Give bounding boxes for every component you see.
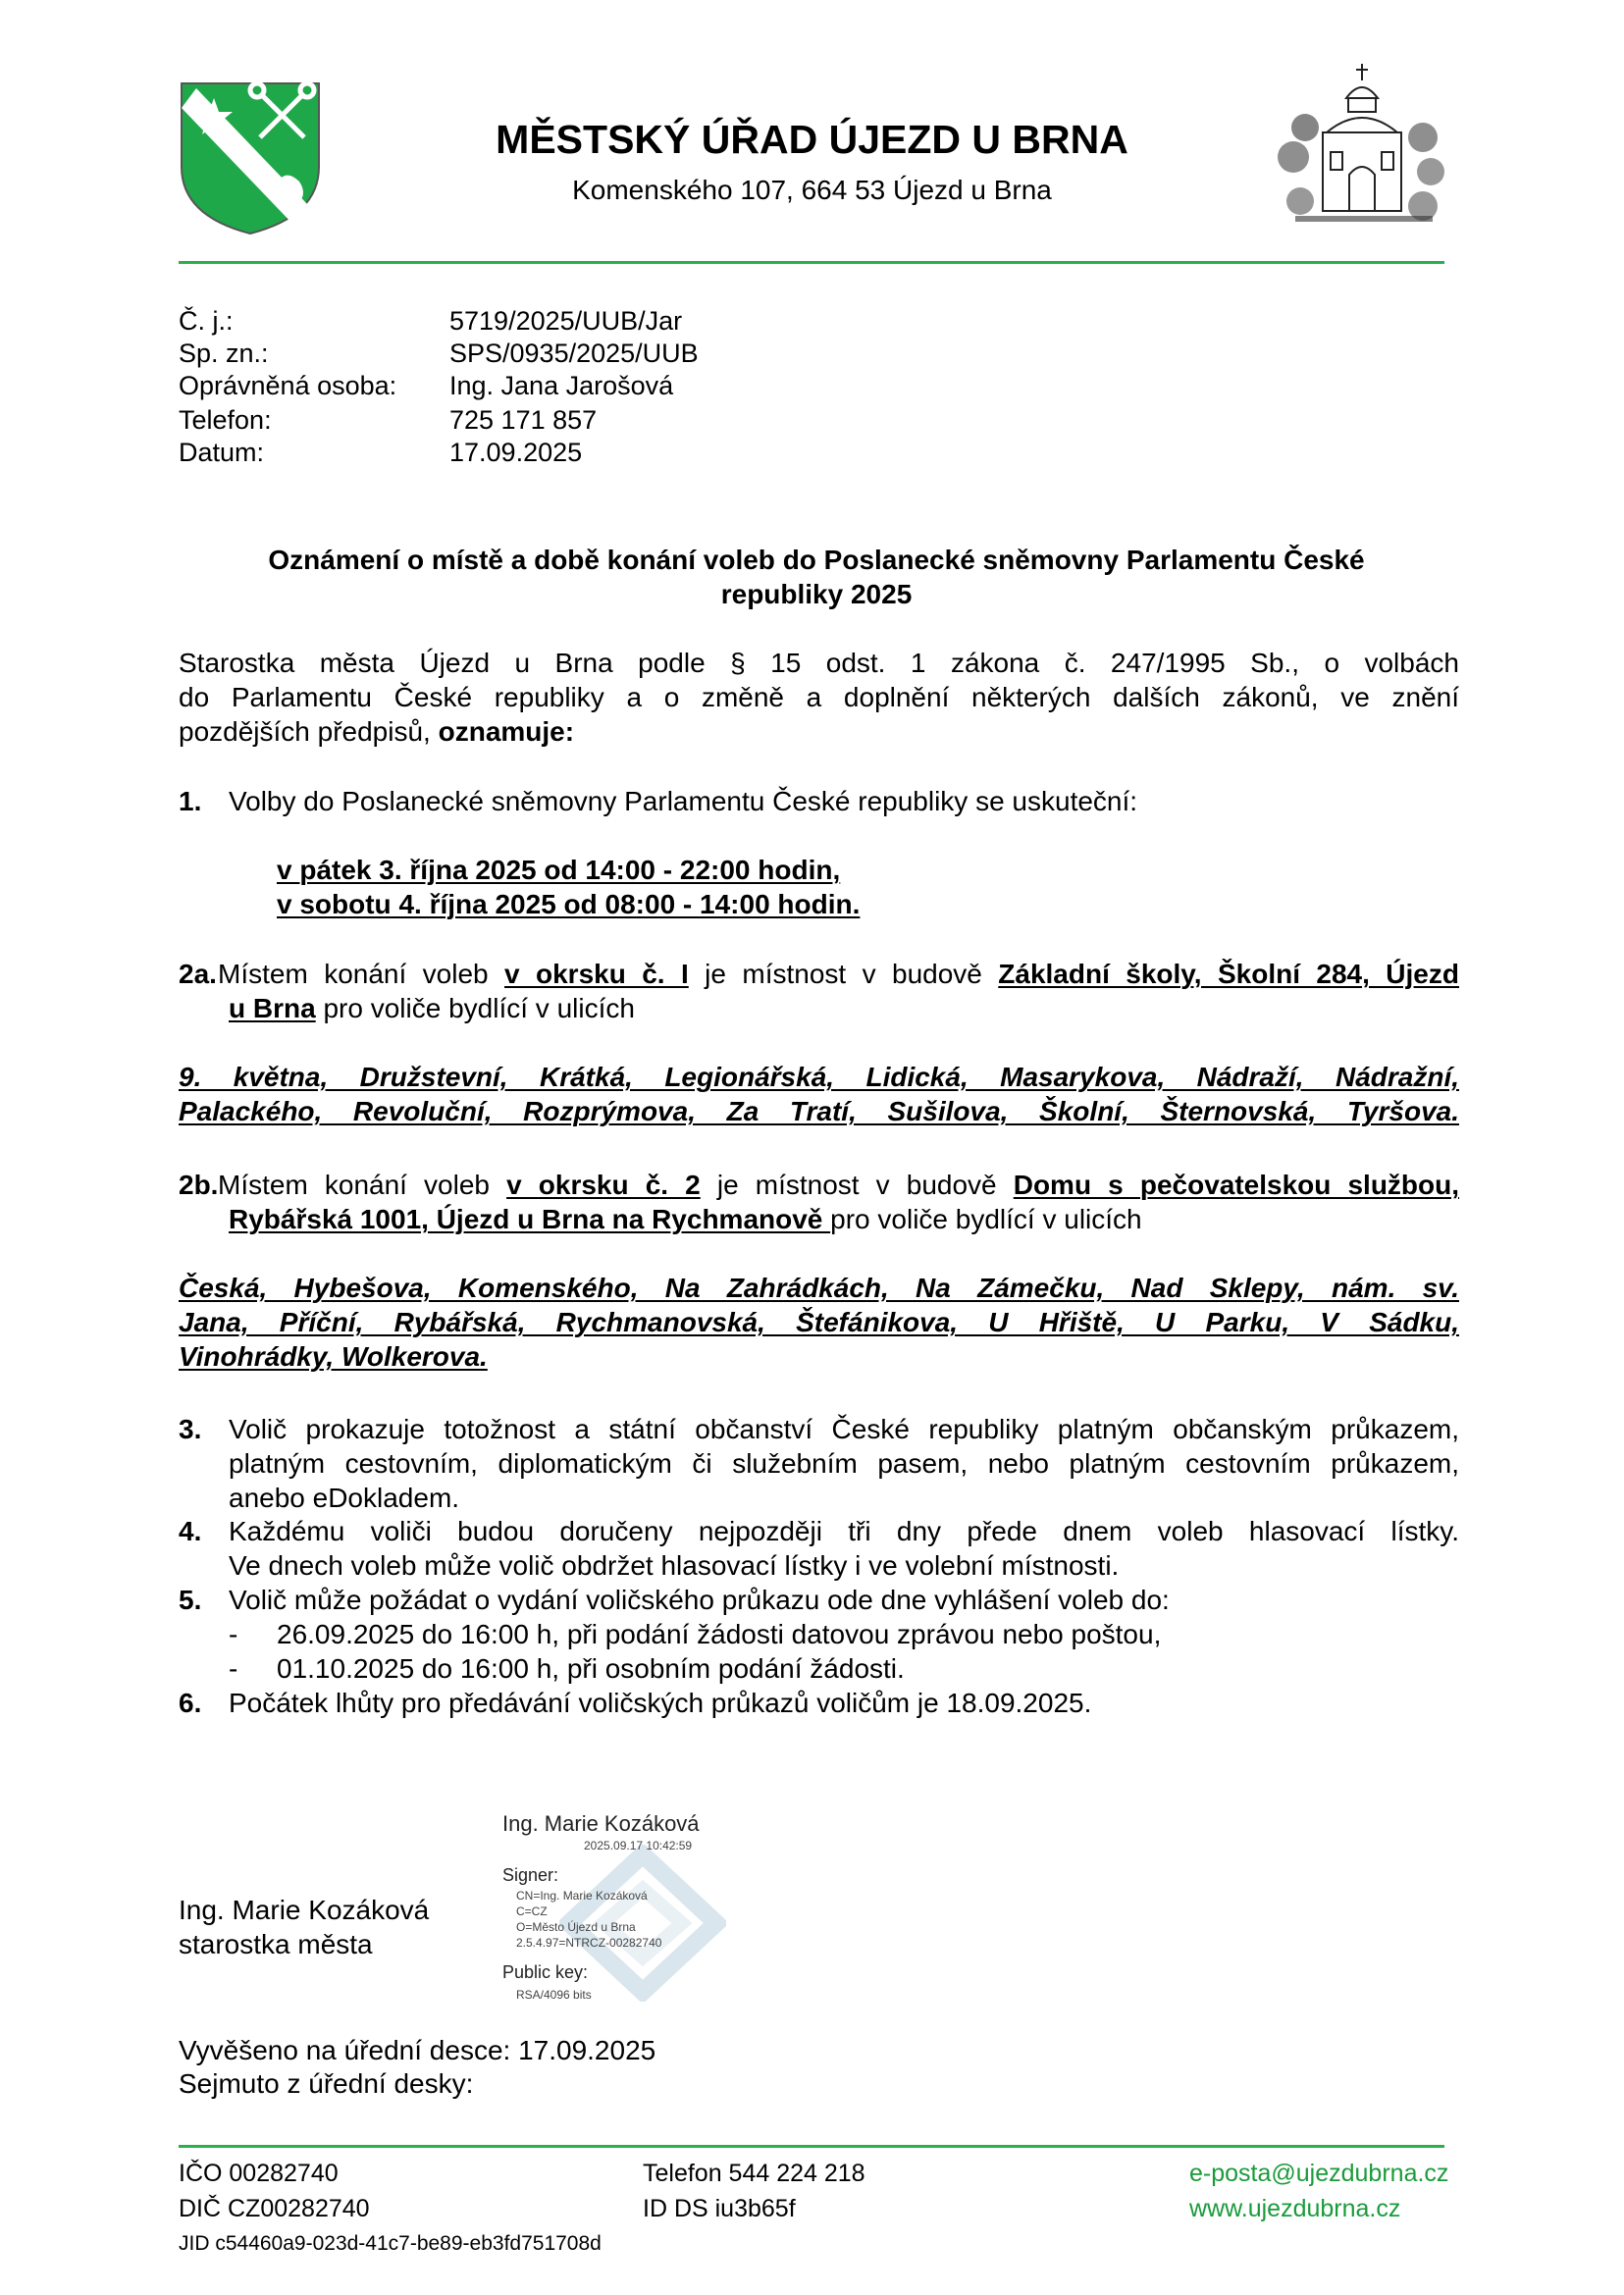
digital-signature-time: 2025.09.17 10:42:59 (584, 1839, 693, 1852)
district-2-venue: Domu s pečovatelskou službou, (1013, 1170, 1460, 1200)
text-span: Místem konání voleb (218, 1170, 507, 1200)
meta-value: 5719/2025/UUB/Jar (449, 306, 683, 336)
footer-jid: JID c54460a9-023d-41c7-be89-eb3fd751708d (179, 2232, 602, 2255)
meta-row-date (179, 437, 583, 468)
item-line: Každému voliči budou doručeny nejpozději tři dny přede dnem voleb hlasovací lístky. (229, 1516, 1459, 1546)
signatory-role: starostka města (179, 1929, 373, 1959)
street-list-line: Vinohrádky, Wolkerova. (179, 1341, 488, 1372)
posted-date: Vyvěšeno na úřední desce: 17.09.2025 (179, 2035, 656, 2065)
meta-value: Ing. Jana Jarošová (449, 371, 674, 400)
bullet-dash: - (229, 1653, 238, 1684)
item-number: 3. (179, 1414, 202, 1444)
meta-value: 17.09.2025 (449, 438, 583, 467)
footer-data-box: ID DS iu3b65f (643, 2195, 796, 2222)
item-number: 6. (179, 1688, 202, 1718)
chapel-illustration (1276, 59, 1447, 245)
meta-label: Datum: (179, 438, 265, 467)
text-span: je místnost v budově (688, 959, 999, 989)
text-span: pro voliče bydlící v ulicích (830, 1204, 1142, 1234)
district-1-label: v okrsku č. I (504, 959, 689, 989)
signer-oid: 2.5.4.97=NTRCZ-00282740 (516, 1936, 662, 1950)
item-number: 2a. (179, 959, 217, 989)
meta-label: Oprávněná osoba: (179, 371, 397, 400)
district-2-venue-cont: Rybářská 1001, Újezd u Brna na Rychmanově (229, 1204, 831, 1234)
document-title (179, 543, 1454, 611)
document-title-line: republiky 2025 (720, 579, 913, 609)
street-list-line: Palackého, Revoluční, Rozprýmova, Za Tratí, Sušilova, Školní, Šternovská, Tyršova. (179, 1096, 1459, 1126)
text-span: je místnost v budově (700, 1170, 1014, 1200)
election-dates (277, 853, 860, 921)
office-address: Komenského 107, 664 53 Újezd u Brna (572, 175, 1052, 205)
meta-label: Sp. zn.: (179, 339, 269, 368)
meta-row-file (179, 338, 699, 369)
intro-line: Starostka města Újezd u Brna podle § 15 odst. 1 zákona č. 247/1995 Sb., o volbách (179, 648, 1459, 678)
footer-email-link[interactable]: e-posta@ujezdubrna.cz (1189, 2160, 1449, 2187)
item-line: Ve dnech voleb může volič obdržet hlasovací lístky i ve volební místnosti. (229, 1550, 1120, 1581)
election-date-friday: v pátek 3. října 2025 od 14:00 - 22:00 hodin, (277, 855, 841, 885)
intro-line: do Parlamentu České republiky a o změně a doplnění některých dalších zákonů, ve znění (179, 682, 1459, 712)
text-span: Místem konání voleb (218, 959, 505, 989)
item-line: platným cestovním, diplomatickým či služebním pasem, nebo platným cestovním průkazem, (229, 1448, 1459, 1479)
item-2b-text (218, 1168, 1459, 1202)
signer-label: Signer: (502, 1865, 559, 1885)
item-6-text: Počátek lhůty pro předávání voličských průkazů voličům je 18.09.2025. (229, 1688, 1092, 1718)
item-number: 4. (179, 1516, 202, 1546)
district-2-streets (179, 1271, 1459, 1374)
item-3-text (229, 1412, 1459, 1515)
street-list-line: 9. května, Družstevní, Krátká, Legionářská, Lidická, Masarykova, Nádraží, Nádražní, (179, 1062, 1459, 1092)
footer-divider (179, 2145, 1444, 2148)
item-line: Volič prokazuje totožnost a státní občanství České republiky platným občanským průkazem, (229, 1414, 1459, 1444)
signatory-name: Ing. Marie Kozáková (179, 1895, 430, 1925)
announces-keyword: oznamuje: (438, 716, 575, 747)
document-title-line: Oznámení o místě a době konání voleb do Poslanecké sněmovny Parlamentu České (268, 545, 1365, 575)
item-5-text: Volič může požádat o vydání voličského průkazu ode dne vyhlášení voleb do: (229, 1585, 1170, 1615)
bullet-dash: - (229, 1619, 238, 1649)
intro-paragraph (179, 646, 1459, 749)
item-2a-text (218, 957, 1459, 991)
footer-dic: DIČ CZ00282740 (179, 2195, 370, 2222)
intro-line: pozdějších předpisů, (179, 716, 439, 747)
removed-date: Sejmuto z úřední desky: (179, 2068, 474, 2099)
signer-cn: CN=Ing. Marie Kozáková (516, 1889, 648, 1903)
street-list-line: Jana, Příční, Rybářská, Rychmanovská, Štefánikova, U Hřiště, U Parku, V Sádku, (179, 1307, 1459, 1337)
item-line: anebo eDokladem. (229, 1483, 460, 1513)
public-key-label: Public key: (502, 1962, 589, 1982)
meta-row-phone (179, 404, 598, 436)
footer-web-link[interactable]: www.ujezdubrna.cz (1189, 2195, 1401, 2222)
signer-org: O=Město Újezd u Brna (516, 1920, 636, 1934)
footer-ico: IČO 00282740 (179, 2160, 339, 2187)
public-key-value: RSA/4096 bits (516, 1988, 592, 2002)
item-number: 1. (179, 786, 202, 816)
item-5-bullet-1: 26.09.2025 do 16:00 h, při podání žádosti datovou zprávou nebo poštou, (277, 1619, 1162, 1649)
meta-value: SPS/0935/2025/UUB (449, 339, 699, 368)
item-1-text: Volby do Poslanecké sněmovny Parlamentu České republiky se uskuteční: (229, 786, 1138, 816)
item-2a-text-cont (229, 991, 635, 1025)
office-title: MĚSTSKÝ ÚŘAD ÚJEZD U BRNA (496, 117, 1128, 162)
meta-row-person (179, 370, 674, 401)
item-number: 2b. (179, 1170, 219, 1200)
meta-label: Telefon: (179, 405, 272, 435)
meta-row-ref (179, 305, 683, 337)
header-divider (179, 261, 1444, 264)
footer-phone: Telefon 544 224 218 (643, 2160, 865, 2187)
district-1-venue-cont: u Brna (229, 993, 316, 1023)
election-date-saturday: v sobotu 4. října 2025 od 08:00 - 14:00 hodin. (277, 889, 861, 919)
meta-label: Č. j.: (179, 306, 234, 336)
item-5-bullet-2: 01.10.2025 do 16:00 h, při osobním podání žádosti. (277, 1653, 905, 1684)
street-list-line: Česká, Hybešova, Komenského, Na Zahrádkách, Na Zámečku, Nad Sklepy, nám. sv. (179, 1273, 1459, 1303)
district-2-label: v okrsku č. 2 (506, 1170, 701, 1200)
meta-value: 725 171 857 (449, 405, 598, 435)
item-number: 5. (179, 1585, 202, 1615)
digital-signature-name: Ing. Marie Kozáková (502, 1811, 700, 1836)
signer-country: C=CZ (516, 1904, 548, 1918)
item-2b-text-cont (229, 1202, 1142, 1236)
text-span: pro voliče bydlící v ulicích (315, 993, 635, 1023)
district-1-streets (179, 1060, 1459, 1128)
item-4-text (229, 1514, 1459, 1583)
district-1-venue: Základní školy, Školní 284, Újezd (998, 959, 1459, 989)
